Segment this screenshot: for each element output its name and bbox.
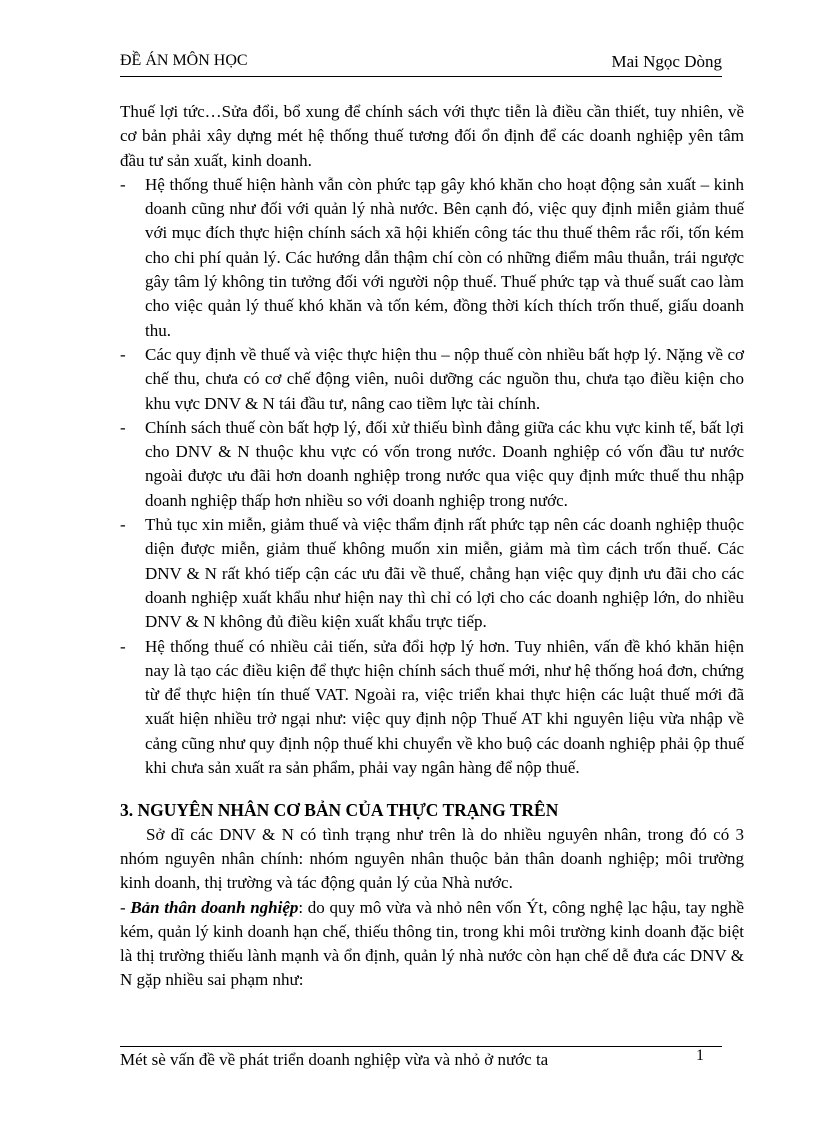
bullet-dash: - — [120, 344, 126, 364]
page-header — [120, 52, 722, 76]
bullet-emphasis: Bản thân doanh nghiệp — [130, 897, 299, 917]
section-heading: 3. NGUYÊN NHÂN CƠ BẢN CỦA THỰC TRẠNG TRÊN — [120, 800, 559, 821]
bullet-text: : do quy mô vừa và nhỏ nên vốn Ýt, công nghệ lạc hậu, tay nghề kém, quản lý kinh doanh hạn chế, thiếu thông tin, trong khi môi trường kinh doanh đặc biệt là thị trường thiếu lành mạnh và ổn định, quản lý nhà nước còn hạn chế dễ đưa các DNV & N gặp nhiều sai phạm như: — [120, 897, 745, 990]
bullet-list — [120, 173, 744, 780]
intro-paragraph: Thuế lợi tức…Sửa đổi, bổ xung để chính sách với thực tiễn là điều cần thiết, tuy nhiên, về cơ bản phải xây dựng mét hệ thống thuế tương đối ổn định để các doanh nghiệp yên tâm đầu tư sản xuất, kinh doanh. — [120, 102, 744, 170]
bullet-text: Các quy định về thuế và việc thực hiện thu – nộp thuế còn nhiều bất hợp lý. Nặng về cơ chế thu, chưa có cơ chế động viên, nuôi dưỡng các nguồn thu, chưa tạo điều kiện cho khu vực DNV & N tái đầu tư, nâng cao tiềm lực tài chính. — [145, 344, 744, 413]
bullet-text: Chính sách thuế còn bất hợp lý, đối xử thiếu bình đẳng giữa các khu vực kinh tế, bất lợi cho DNV & N thuộc khu vực có vốn trong nước. Doanh nghiệp có vốn đầu tư nước ngoài được ưu đãi hơn doanh nghiệp trong nước qua việc quy định mức thuế thu nhập doanh nghiệp thấp hơn nhiều so với doanh nghiệp trong nước. — [145, 417, 744, 510]
header-course-title: ĐỀ ÁN MÔN HỌC — [120, 52, 248, 69]
bullet-dash: - — [120, 897, 126, 917]
section-paragraph: Sở dĩ các DNV & N có tình trạng như trên là do nhiều nguyên nhân, trong đó có 3 nhóm nguyên nhân chính: nhóm nguyên nhân thuộc bản thân doanh nghiệp; môi trường kinh doanh, thị trường và tác động quản lý của Nhà nước. — [120, 824, 744, 893]
list-item — [120, 416, 744, 513]
bullet-dash: - — [120, 515, 126, 535]
list-item — [120, 513, 744, 634]
bullet-text: Hệ thống thuế có nhiều cải tiến, sửa đổi hợp lý hơn. Tuy nhiên, vấn đề khó khăn hiện nay là tạo các điều kiện để thực hiện chính sách thuế mới, như hệ thống hoá đơn, chứng từ để thực hiện tín thuế VAT. Ngoài ra, việc triển khai thực hiện các luật thuế mới đã xuất hiện nhiều trở ngại như: việc quy định nộp Thuế AT khi nguyên liệu vừa nhập về cảng cũng như quy định nộp thuế khi chuyển về kho buộ các doanh nghiệp phải ộp thuế khi chưa sản xuất ra sản phẩm, phải vay ngân hàng để nộp thuế. — [145, 636, 744, 778]
list-item — [120, 173, 744, 343]
bullet-dash: - — [120, 636, 126, 656]
bullet-text: Thủ tục xin miễn, giảm thuế và việc thẩm định rất phức tạp nên các doanh nghiệp thuộc diện được miễn, giảm thuế không muốn xin miễn, giảm mà tìm cách trốn thuế. Các DNV & N rất khó tiếp cận các ưu đãi về thuế, chẳng hạn việc quy định ưu đãi cho các doanh nghiệp xuất khẩu như hiện nay thì chỉ có lợi cho các doanh nghiệp lớn, do nhiều DNV & N không đủ điều kiện xuất khẩu trực tiếp. — [145, 515, 744, 632]
header-author-name: Mai Ngọc Dòng — [611, 52, 722, 71]
list-item — [120, 343, 744, 416]
footer-divider — [120, 1046, 722, 1047]
footer-document-title: Mét sè vấn đề về phát triển doanh nghiệp vừa và nhỏ ở nước ta — [120, 1050, 549, 1069]
bullet-text: Hệ thống thuế hiện hành vẫn còn phức tạp gây khó khăn cho hoạt động sản xuất – kinh doanh cũng như đối với quản lý nhà nước. Bên cạnh đó, việc quy định miễn giảm thuế với mục đích thực hiện chính sách xã hội khiến công tác thu thuế thêm rắc rối, tốn kém cho chi phí quản lý. Các hướng dẫn thậm chí còn có những điểm mâu thuẫn, trái ngược gây tâm lý không tin tưởng đối với người nộp thuế. Thuế phức tạp và thuế suất cao làm cho việc quản lý thuế khó khăn và tốn kém, đồng thời kích thích trốn thuế, giấu doanh thu. — [145, 174, 744, 340]
bullet-dash: - — [120, 174, 126, 194]
page-number: 1 — [696, 1047, 704, 1064]
document-body — [120, 100, 744, 993]
list-item — [120, 635, 744, 781]
cause-bullet — [120, 896, 744, 993]
header-divider — [120, 76, 722, 77]
bullet-dash: - — [120, 417, 126, 437]
